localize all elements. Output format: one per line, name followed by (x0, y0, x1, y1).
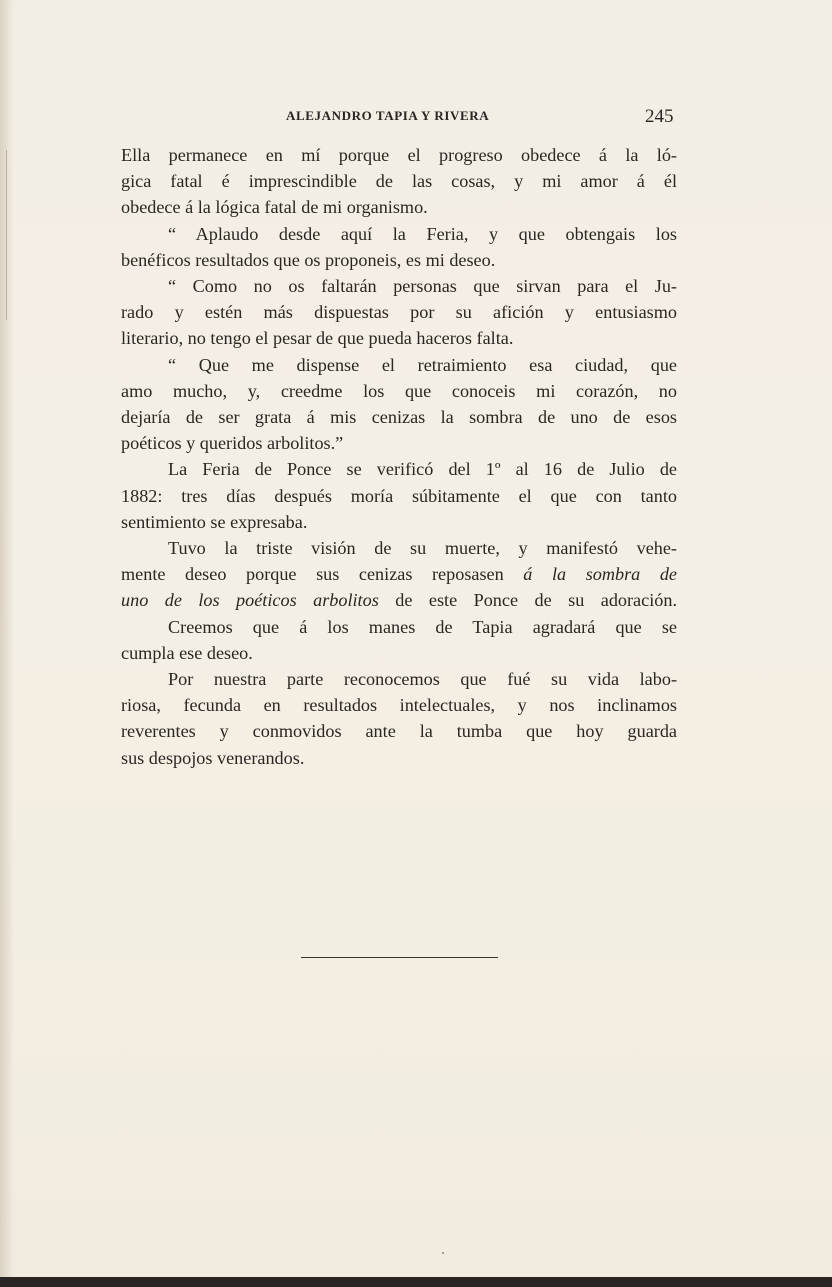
text-line: Por nuestra parte reconocemos que fué su vida labo- (168, 669, 677, 690)
text-line: dejaría de ser grata á mis cenizas la sombra de uno de esos (121, 407, 677, 428)
text-line: La Feria de Ponce se verificó del 1º al 16 de Julio de (168, 459, 677, 480)
text-line: obedece á la lógica fatal de mi organismo. (121, 197, 428, 218)
text-line: Creemos que á los manes de Tapia agradará que se (168, 616, 677, 637)
text-line: rado y estén más dispuestas por su afición y entusiasmo (121, 302, 677, 323)
text-line: Ella permanece en mí porque el progreso obedece á la ló- (121, 145, 677, 165)
running-head (0, 106, 832, 136)
body-text (121, 142, 677, 771)
section-end-rule (301, 957, 498, 958)
text-line: reverentes y conmovidos ante la tumba que hoy guarda (121, 721, 677, 742)
text-line (121, 561, 677, 587)
text-line: sentimiento se expresaba. (121, 511, 308, 532)
text-line: Tuvo la triste visión de su muerte, y manifestó vehe- (168, 538, 677, 559)
italic-phrase: á la sombra de (523, 564, 678, 585)
text-line: literario, no tengo el pesar de que pueda haceros falta. (121, 328, 514, 349)
text-line: benéficos resultados que os proponeis, es mi deseo. (121, 249, 496, 270)
text-line: gica fatal é imprescindible de las cosas, y mi amor á él (121, 171, 677, 192)
text-run: de este Ponce de su adoración. (395, 590, 677, 611)
page-gutter-shadow (0, 0, 14, 1287)
text-line: “ Aplaudo desde aquí la Feria, y que obtengais los (168, 223, 677, 244)
text-line (121, 587, 677, 613)
text-line: cumpla ese deseo. (121, 642, 253, 663)
gutter-mark (6, 150, 7, 320)
text-line: riosa, fecunda en resultados intelectuales, y nos inclinamos (121, 695, 677, 716)
italic-phrase: uno de los poéticos arbolitos (121, 590, 379, 611)
text-line: “ Como no os faltarán personas que sirvan para el Ju- (168, 276, 677, 297)
page-number: 245 (645, 106, 674, 127)
text-run: mente deseo porque sus cenizas reposasen (121, 564, 504, 585)
text-line: 1882: tres días después moría súbitamente el que con tanto (121, 485, 677, 506)
text-line: “ Que me dispense el retraimiento esa ciudad, que (168, 354, 677, 375)
text-line: sus despojos venerandos. (121, 747, 305, 768)
text-line: poéticos y queridos arbolitos.” (121, 433, 344, 454)
text-line: amo mucho, y, creedme los que conoceis mi corazón, no (121, 380, 677, 401)
scan-bottom-edge (0, 1277, 832, 1287)
paper-speck (442, 1252, 444, 1254)
running-title: ALEJANDRO TAPIA Y RIVERA (286, 108, 490, 123)
